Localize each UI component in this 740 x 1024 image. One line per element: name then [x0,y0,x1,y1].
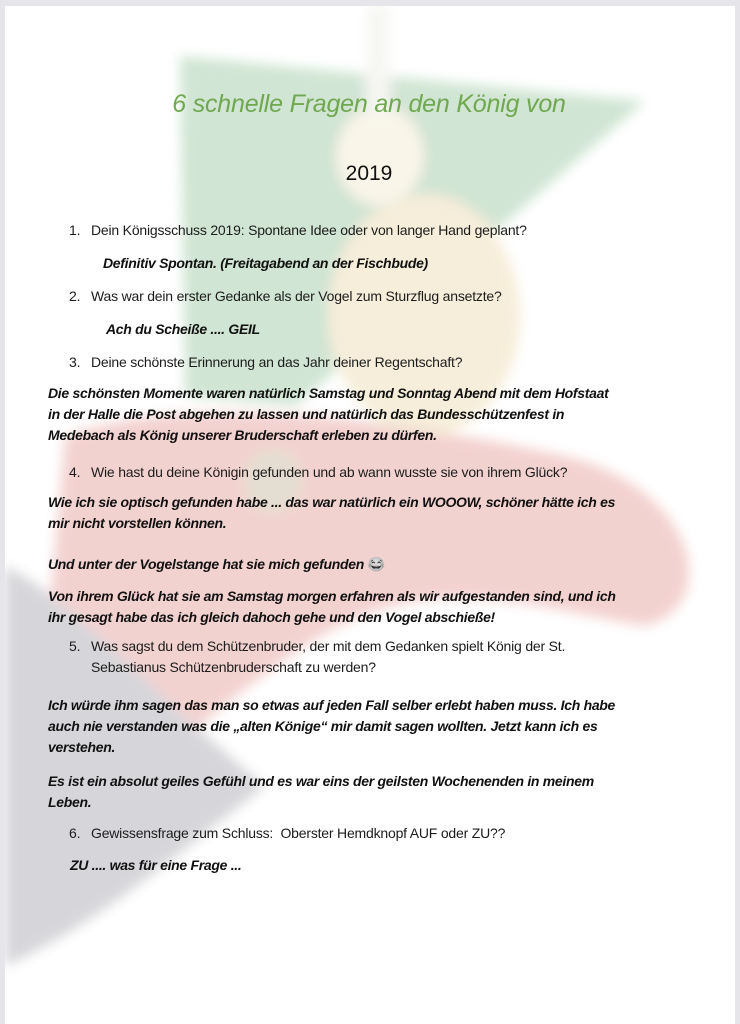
answer-line: Leben. [48,794,92,810]
document-content [5,6,735,1024]
question-3 [69,354,462,370]
question-number: 6. [69,825,81,841]
question-number: 3. [69,354,81,370]
question-6 [69,825,505,841]
question-text: Dein Königsschuss 2019: Spontane Idee oder von langer Hand geplant? [91,222,527,238]
question-text: Wie hast du deine Königin gefunden und ab wann wusste sie von ihrem Glück? [91,464,568,480]
answer-line: auch nie verstanden was die „alten Könige“ mir damit sagen wollten. Jetzt kann ich es [48,718,598,734]
question-text-line: Sebastianus Schützenbruderschaft zu werden? [91,659,376,675]
question-text: Was war dein erster Gedanke als der Vogel zum Sturzflug ansetzte? [91,288,502,304]
question-number: 1. [69,222,81,238]
answer-3 [48,383,608,446]
answer-line: verstehen. [48,739,116,755]
answer-line: in der Halle die Post abgehen zu lassen und natürlich das Bundesschützenfest in [48,406,565,422]
question-number: 2. [69,288,81,304]
answer-2: Ach du Scheiße .... GEIL [106,321,260,337]
question-number: 4. [69,464,81,480]
question-1 [69,222,527,238]
laughing-emoji-icon: 😂 [367,556,385,572]
answer-6: ZU .... was für eine Frage ... [70,857,242,873]
answer-5-paragraph-1 [48,695,615,758]
answer-line: Von ihrem Glück hat sie am Samstag morgen erfahren als wir aufgestanden sind, und ich [48,588,616,604]
document-page [5,6,735,1024]
answer-line: Es ist ein absolut geiles Gefühl und es war eins der geilsten Wochenenden in meinem [48,773,594,789]
document-title: 6 schnelle Fragen an den König von [172,90,566,118]
question-number: 5. [69,638,81,654]
answer-line: Ich würde ihm sagen das man so etwas auf jeden Fall selber erlebt haben muss. Ich habe [48,697,616,713]
question-4 [69,464,567,480]
answer-text: Und unter der Vogelstange hat sie mich gefunden [48,556,364,572]
answer-5-paragraph-2 [48,771,594,813]
question-5 [69,636,565,678]
answer-4-paragraph-2 [48,554,385,575]
question-text: Deine schönste Erinnerung an das Jahr deiner Regentschaft? [91,354,463,370]
answer-line: Medebach als König unserer Bruderschaft erleben zu dürfen. [48,427,437,443]
answer-4-paragraph-1 [48,492,615,534]
question-text-line: Was sagst du dem Schützenbruder, der mit dem Gedanken spielt König der St. [91,638,566,654]
answer-1: Definitiv Spontan. (Freitagabend an der Fischbude) [103,255,428,271]
answer-line: mir nicht vorstellen können. [48,515,227,531]
answer-4-paragraph-3 [48,586,616,628]
question-2 [69,288,502,304]
answer-line: Wie ich sie optisch gefunden habe ... das war natürlich ein WOOOW, schöner hätte ich es [48,494,616,510]
answer-line: ihr gesagt habe das ich gleich dahoch gehe und den Vogel abschieße! [48,609,495,625]
answer-line: Die schönsten Momente waren natürlich Samstag und Sonntag Abend mit dem Hofstaat [48,385,609,401]
question-text: Gewissensfrage zum Schluss: Oberster Hemdknopf AUF oder ZU?? [91,825,506,841]
document-year: 2019 [345,162,393,185]
